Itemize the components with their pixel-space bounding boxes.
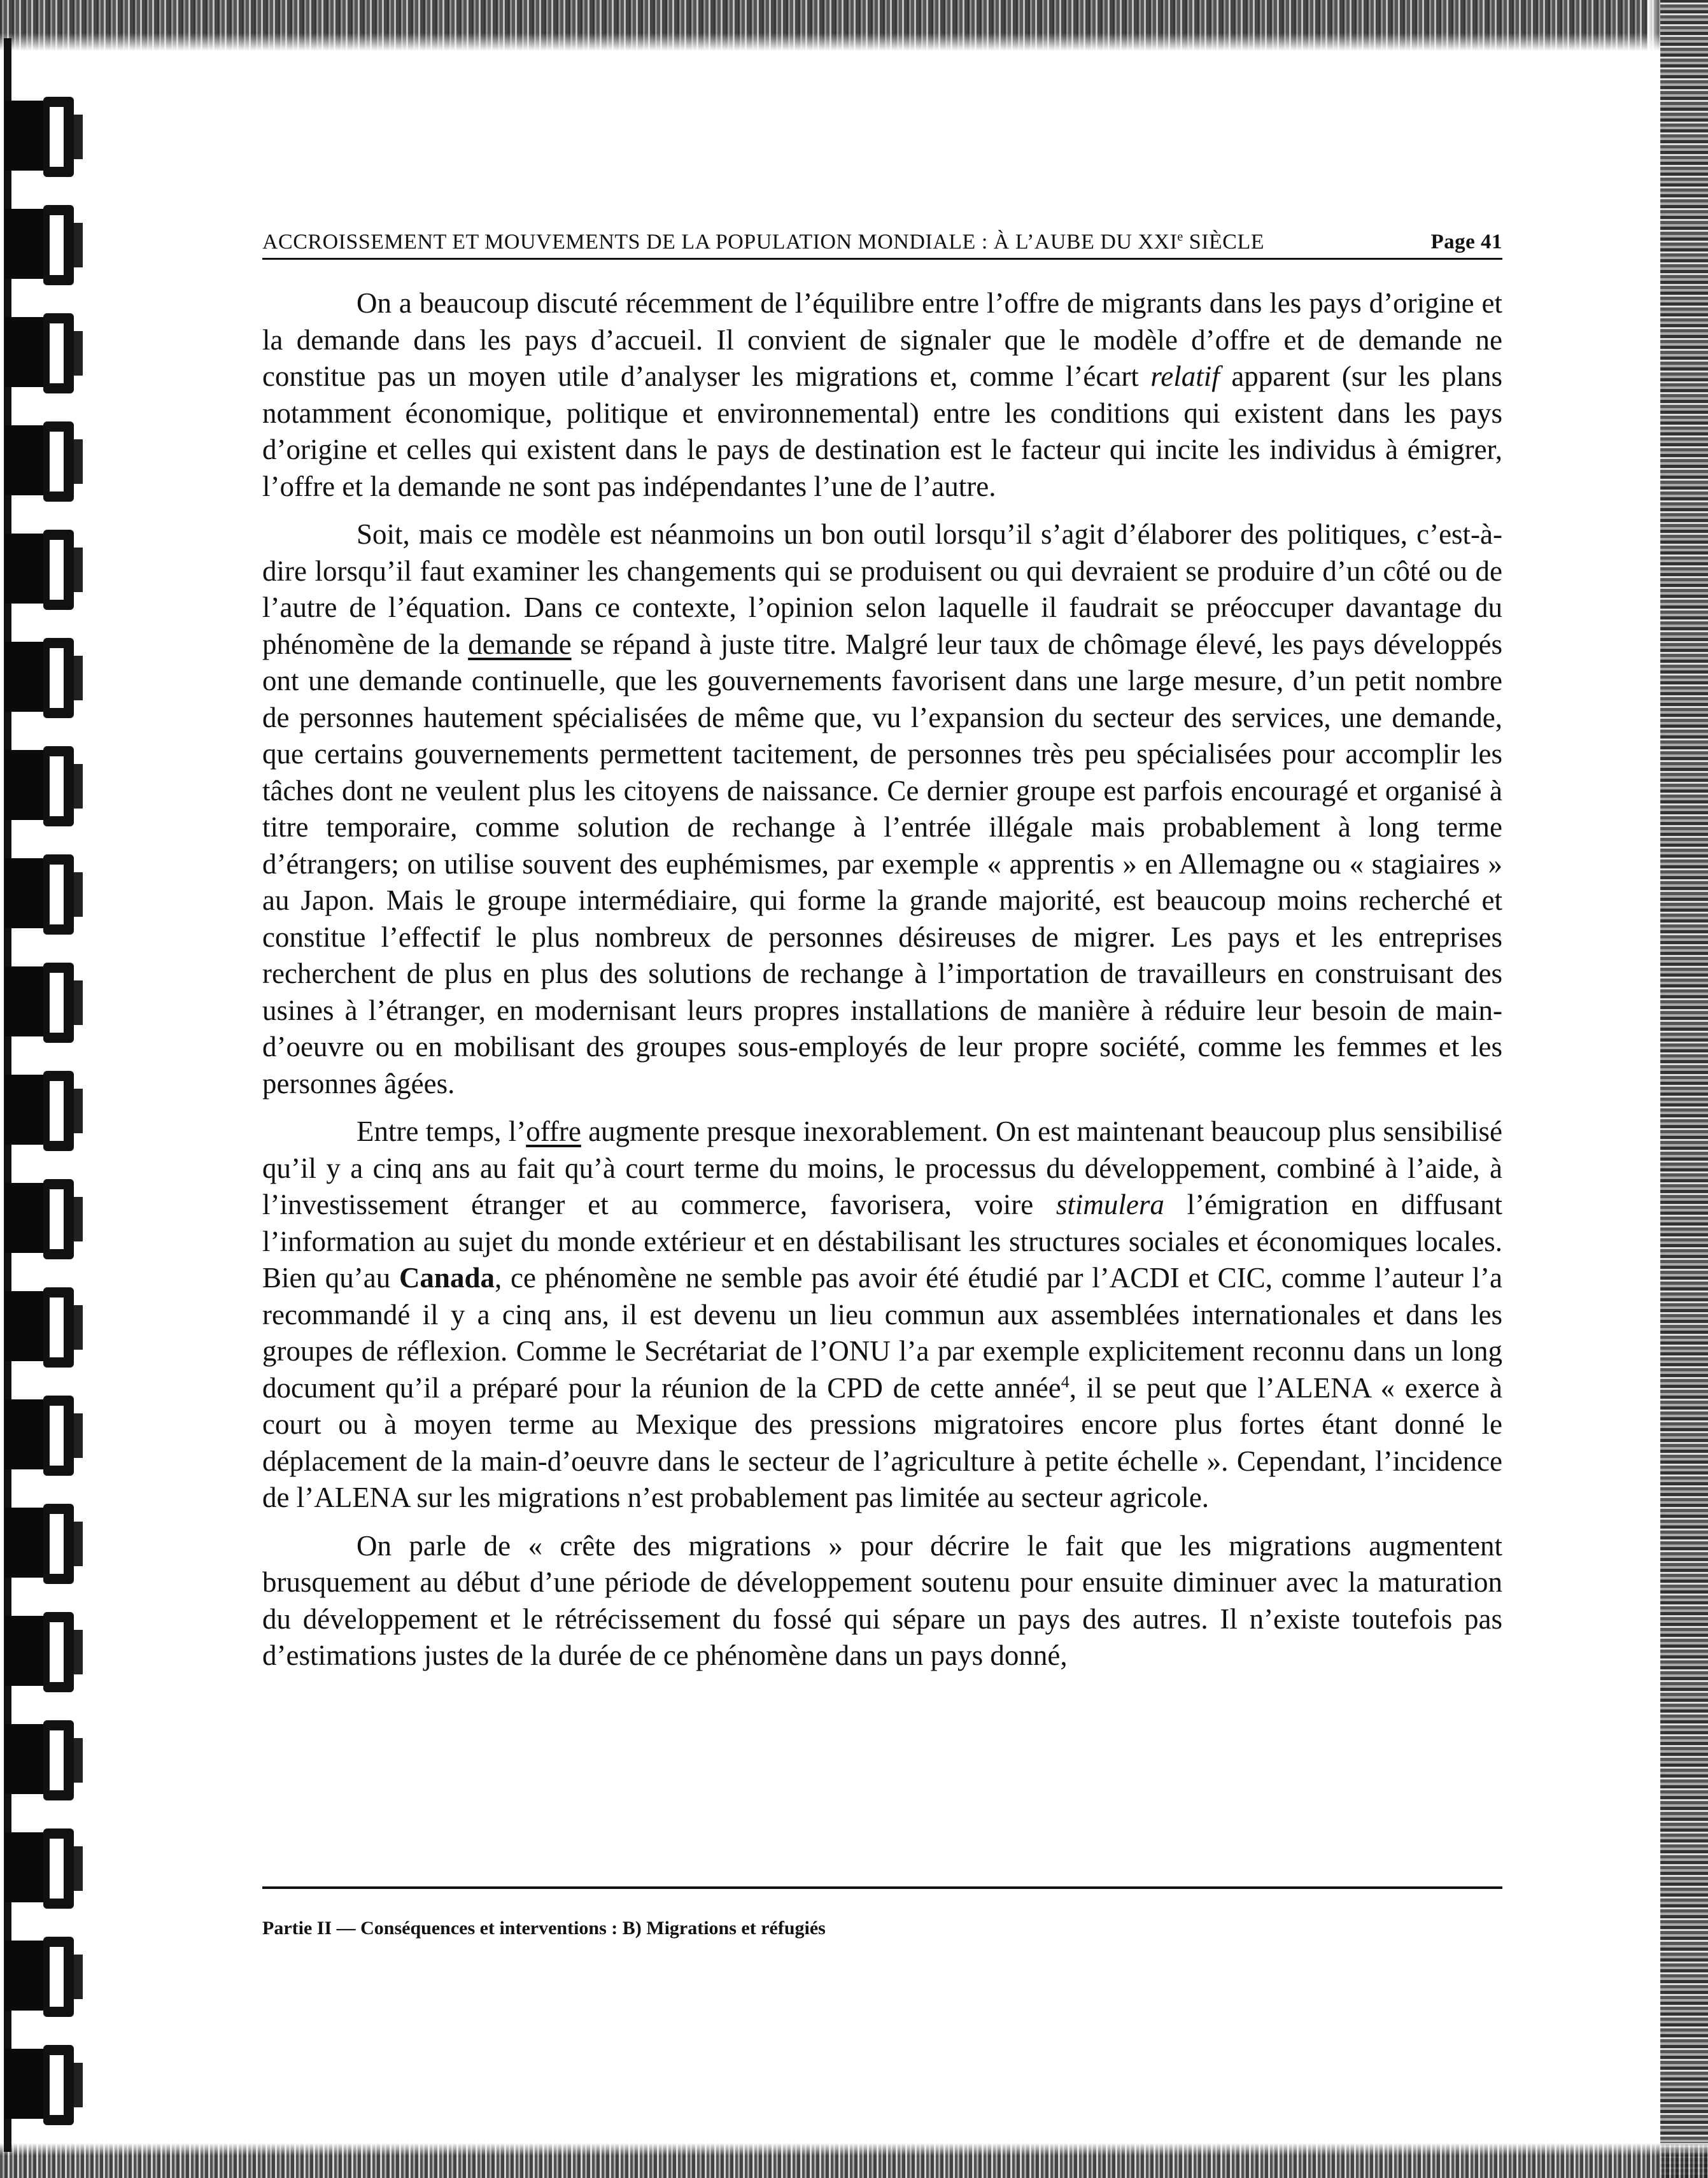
footer-rule bbox=[262, 1886, 1502, 1889]
page-number: Page 41 bbox=[1430, 230, 1502, 253]
binding-ring bbox=[0, 1171, 95, 1267]
header-title-main: ACCROISSEMENT ET MOUVEMENTS DE LA POPULATION MONDIALE : À L’AUBE DU XXI bbox=[262, 230, 1178, 253]
paragraph-1 bbox=[262, 285, 1502, 505]
binding-ring bbox=[0, 197, 95, 293]
text-run: Entre temps, l’ bbox=[356, 1115, 526, 1147]
underlined-run: demande bbox=[468, 628, 572, 660]
binding-ring bbox=[0, 739, 95, 834]
binding-ring bbox=[0, 1821, 95, 1916]
binding-ring bbox=[0, 955, 95, 1050]
scan-edge-right bbox=[1660, 0, 1708, 2178]
binding-ring bbox=[0, 1388, 95, 1483]
header-title-suffix: SIÈCLE bbox=[1183, 230, 1264, 253]
text-run: , ce phénomène ne semble pas avoir été étudié par l’ACDI et CIC, comme l’auteur l’a recommandé il y a cinq ans, il est devenu un lieu commun aux assemblées internationales et dans les groupes de réflexion. Comme le Secrétariat de l’ONU l’a par exemple explicitement reconnu dans un long document qu’il a préparé pour la réunion de la CPD de cette année bbox=[262, 1262, 1503, 1404]
scan-edge-top bbox=[0, 0, 1708, 51]
italic-run: stimulera bbox=[1055, 1189, 1164, 1220]
paragraph-2 bbox=[262, 516, 1502, 1102]
text-run: Soit, mais ce modèle est néanmoins un bon outil lorsqu’il s’agit d’élaborer des politiques, c’est-à-dire lorsqu’il faut examiner les changements qui se produisent ou qui devraient se produire d’un côté ou de l’autre de l’équation. Dans ce contexte, l’opinion selon laquelle il faudrait se préoccuper davantage du phénomène de la bbox=[262, 518, 1502, 660]
binding-ring bbox=[0, 2037, 95, 2133]
text-run: apparent (sur les plans notamment économique, politique et environnemental) entre les conditions qui existent dans les pays d’origine et celles qui existent dans le pays de destination est le facteur qui incite les individus à émigrer, l’offre et la demande ne sont pas indépendantes l’une de l’autre. bbox=[262, 360, 1502, 502]
binding-ring bbox=[0, 630, 95, 726]
binding-ring bbox=[0, 414, 95, 509]
text-run: On parle de « crête des migrations » pour décrire le fait que les migrations augmentent brusquement au début d’une période de développement soutenu pour ensuite diminuer avec la maturation du développement et le rétrécissement du fossé qui sépare un pays des autres. Il n’existe toutefois pas d’estimations justes de la durée de ce phénomène dans un pays donné, bbox=[262, 1529, 1502, 1671]
text-run: augmente presque inexorablement. On est maintenant beaucoup plus sensibilisé qu’il y a cinq ans au fait qu’à court terme du moins, le processus du développement, combiné à l’aide, à l’investissement étranger et au commerce, favorisera, voire bbox=[262, 1115, 1502, 1220]
paragraph-4 bbox=[262, 1528, 1502, 1674]
header-title-superscript: e bbox=[1177, 229, 1183, 244]
scan-edge-bottom bbox=[0, 2143, 1708, 2178]
footer-section-title: Partie II — Conséquences et interventions : B) Migrations et réfugiés bbox=[262, 1918, 826, 1939]
spiral-binding bbox=[0, 38, 102, 2152]
paragraph-3 bbox=[262, 1114, 1502, 1517]
binding-ring bbox=[0, 1496, 95, 1592]
binding-ring bbox=[0, 1280, 95, 1375]
binding-ring bbox=[0, 89, 95, 185]
bold-run: Canada bbox=[399, 1262, 495, 1294]
binding-ring bbox=[0, 306, 95, 401]
binding-ring bbox=[0, 1604, 95, 1700]
text-run: , il se peut que l’ALENA « exerce à court ou à moyen terme au Mexique des pressions migratoires encore plus fortes étant donné le déplacement de la main-d’oeuvre dans le secteur de l’agriculture à petite échelle ». Cependant, l’incidence de l’ALENA sur les migrations n’est probablement pas limitée au secteur agricole. bbox=[262, 1371, 1502, 1513]
text-run: se répand à juste titre. Malgré leur taux de chômage élevé, les pays développés ont une demande continuelle, que les gouvernements favorisent dans une large mesure, d’un petit nombre de personnes hautement spécialisées de même que, vu l’expansion du secteur des services, une demande, que certains gouvernements permettent tacitement, de personnes très peu spécialisées pour accomplir les tâches dont ne veulent plus les citoyens de naissance. Ce dernier groupe est parfois encouragé et organisé à titre temporaire, comme solution de rechange à l’entrée illégale mais probablement à long terme d’étrangers; on utilise souvent des euphémismes, par exemple « apprentis » en Allemagne ou « stagiaires » au Japon. Mais le groupe intermédiaire, qui forme la grande majorité, est beaucoup moins recherché et constitue l’effectif le plus nombreux de personnes désireuses de migrer. Les pays et les entreprises recherchent de plus en plus des solutions de rechange à l’importation de travailleurs en construisant des usines à l’étranger, en modernisant leurs propres installations de manière à réduire leur besoin de main-d’oeuvre ou en mobilisant des groupes sous-employés de leur propre société, comme les femmes et les personnes âgées. bbox=[262, 628, 1503, 1100]
body-text bbox=[262, 285, 1502, 1686]
binding-ring bbox=[0, 1929, 95, 2025]
italic-run: relatif bbox=[1150, 360, 1220, 392]
binding-ring bbox=[0, 1713, 95, 1808]
underlined-run: offre bbox=[526, 1115, 581, 1147]
header-title bbox=[262, 230, 1264, 254]
text-run: On a beaucoup discuté récemment de l’équilibre entre l’offre de migrants dans les pays d’origine et la demande dans les pays d’accueil. Il convient de signaler que le modèle d’offre et de demande ne constitue pas un moyen utile d’analyser les migrations et, comme l’écart bbox=[262, 287, 1502, 392]
binding-ring bbox=[0, 847, 95, 942]
text-run: l’émigration en diffusant l’information au sujet du monde extérieur et en déstabilisant les structures sociales et économiques locales. Bien qu’au bbox=[262, 1189, 1502, 1294]
binding-ring bbox=[0, 522, 95, 618]
binding-ring bbox=[0, 1063, 95, 1159]
footnote-ref: 4 bbox=[1061, 1372, 1069, 1391]
running-header bbox=[262, 226, 1502, 260]
